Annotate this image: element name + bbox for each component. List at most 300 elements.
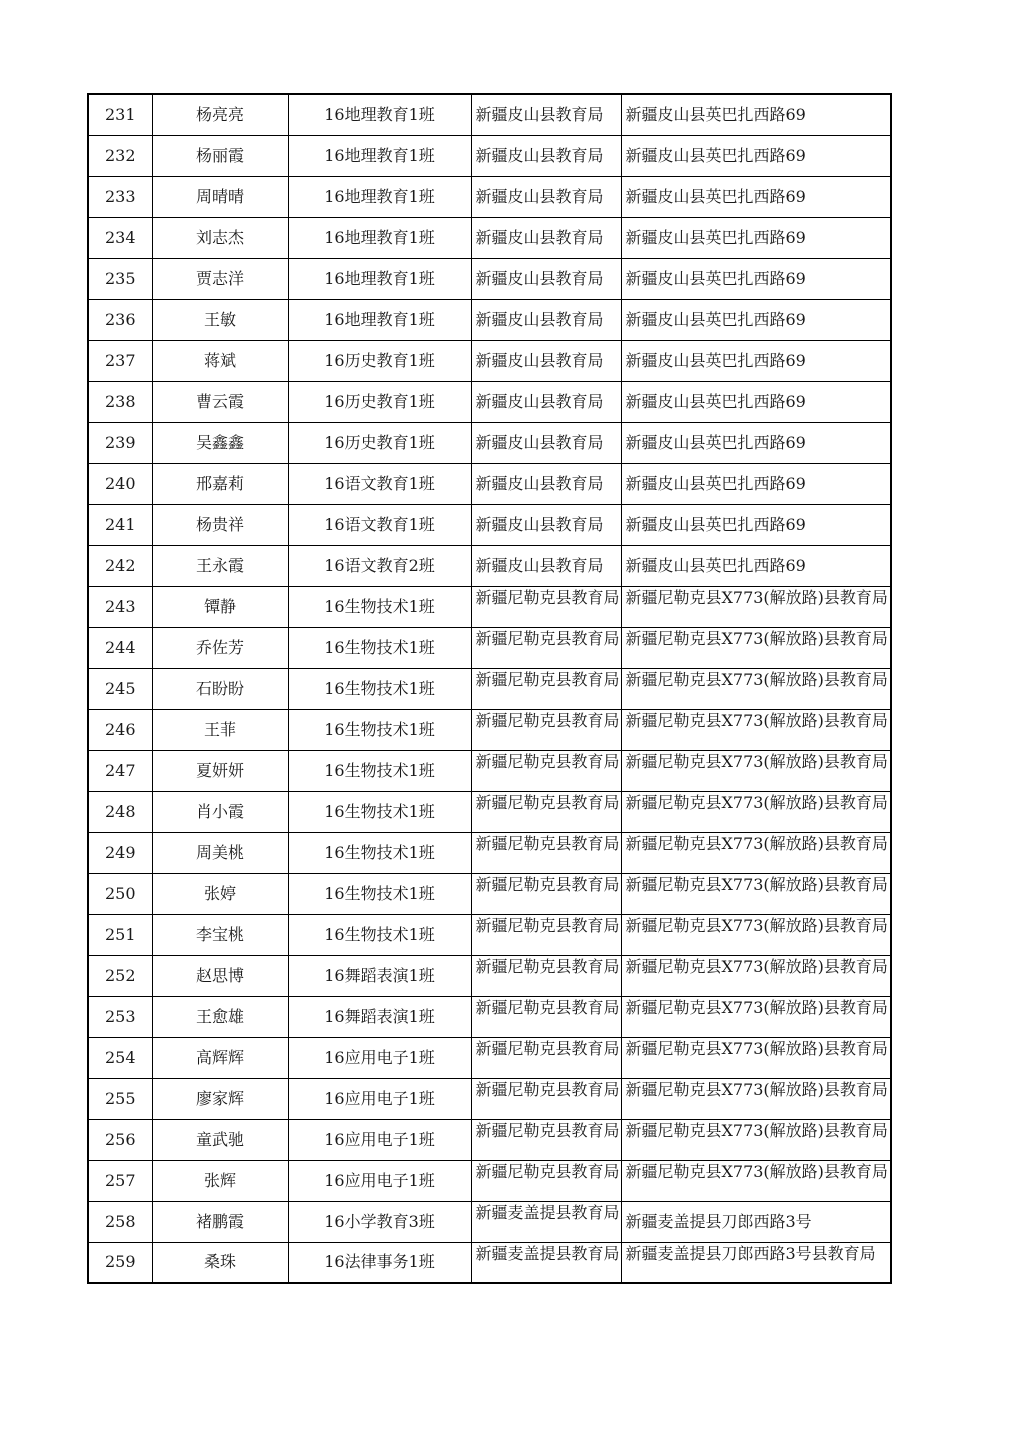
row-number-cell (88, 299, 152, 340)
address-text: 新疆皮山县英巴扎西路69 (625, 555, 806, 575)
class-cell (288, 873, 471, 914)
unit-cell (471, 94, 621, 135)
table-row (88, 1242, 891, 1283)
address-text: 新疆皮山县英巴扎西路69 (625, 514, 806, 534)
address-text: 新疆尼勒克县X773(解放路)县教育局 (625, 874, 888, 894)
row-number-cell (88, 586, 152, 627)
class-text: 16历史教育1班 (324, 391, 435, 411)
unit-cell (471, 299, 621, 340)
unit-text: 新疆麦盖提县教育局 (475, 1243, 620, 1263)
row-number-cell (88, 545, 152, 586)
student-name-text: 王愈雄 (195, 1006, 244, 1026)
row-number-cell (88, 709, 152, 750)
address-cell (621, 709, 891, 750)
row-number-cell (88, 1160, 152, 1201)
unit-cell (471, 504, 621, 545)
student-name-cell (152, 627, 288, 668)
address-cell (621, 1242, 891, 1283)
roster-table (87, 93, 892, 1284)
address-cell (621, 258, 891, 299)
row-number-text: 255 (104, 1088, 136, 1108)
unit-text: 新疆皮山县教育局 (475, 227, 604, 247)
row-number-text: 239 (104, 432, 136, 452)
student-name-cell (152, 955, 288, 996)
student-name-text: 周晴晴 (195, 186, 244, 206)
class-text: 16生物技术1班 (324, 801, 435, 821)
address-text: 新疆皮山县英巴扎西路69 (625, 104, 806, 124)
class-cell (288, 832, 471, 873)
unit-text: 新疆皮山县教育局 (475, 555, 604, 575)
row-number-cell (88, 217, 152, 258)
unit-cell (471, 1201, 621, 1242)
address-text: 新疆皮山县英巴扎西路69 (625, 186, 806, 206)
student-name-cell (152, 504, 288, 545)
table-row (88, 914, 891, 955)
address-cell (621, 750, 891, 791)
table-row (88, 955, 891, 996)
student-name-text: 杨丽霞 (195, 145, 244, 165)
student-name-text: 赵思博 (195, 965, 244, 985)
unit-text: 新疆尼勒克县教育局 (475, 1120, 620, 1140)
class-cell (288, 627, 471, 668)
student-name-cell (152, 1037, 288, 1078)
row-number-cell (88, 176, 152, 217)
address-cell (621, 1201, 891, 1242)
table-row (88, 1037, 891, 1078)
table-row (88, 422, 891, 463)
address-text: 新疆皮山县英巴扎西路69 (625, 227, 806, 247)
class-cell (288, 791, 471, 832)
class-cell (288, 135, 471, 176)
student-name-cell (152, 1201, 288, 1242)
student-name-cell (152, 996, 288, 1037)
address-text: 新疆皮山县英巴扎西路69 (625, 309, 806, 329)
table-row (88, 1201, 891, 1242)
class-text: 16生物技术1班 (324, 637, 435, 657)
address-cell (621, 832, 891, 873)
student-name-cell (152, 340, 288, 381)
student-name-cell (152, 176, 288, 217)
class-text: 16生物技术1班 (324, 842, 435, 862)
unit-cell (471, 914, 621, 955)
unit-text: 新疆皮山县教育局 (475, 391, 604, 411)
row-number-cell (88, 668, 152, 709)
row-number-cell (88, 94, 152, 135)
class-cell (288, 1037, 471, 1078)
class-text: 16地理教育1班 (324, 186, 435, 206)
row-number-text: 235 (104, 268, 136, 288)
student-name-text: 贾志洋 (195, 268, 244, 288)
row-number-cell (88, 422, 152, 463)
class-text: 16生物技术1班 (324, 596, 435, 616)
address-cell (621, 381, 891, 422)
row-number-text: 247 (104, 760, 136, 780)
table-row (88, 996, 891, 1037)
address-cell (621, 1078, 891, 1119)
student-name-cell (152, 463, 288, 504)
class-cell (288, 258, 471, 299)
row-number-text: 248 (104, 801, 136, 821)
unit-text: 新疆尼勒克县教育局 (475, 628, 620, 648)
address-cell (621, 1160, 891, 1201)
table-row (88, 1078, 891, 1119)
row-number-text: 242 (104, 555, 136, 575)
address-text: 新疆麦盖提县刀郎西路3号 (625, 1211, 812, 1231)
table-row (88, 135, 891, 176)
student-name-cell (152, 832, 288, 873)
unit-cell (471, 586, 621, 627)
row-number-text: 254 (104, 1047, 136, 1067)
unit-text: 新疆尼勒克县教育局 (475, 751, 620, 771)
student-name-cell (152, 914, 288, 955)
class-text: 16语文教育2班 (324, 555, 435, 575)
unit-cell (471, 750, 621, 791)
class-cell (288, 1201, 471, 1242)
student-name-text: 夏妍妍 (195, 760, 244, 780)
class-text: 16应用电子1班 (324, 1088, 435, 1108)
class-text: 16地理教育1班 (324, 227, 435, 247)
student-name-text: 桑珠 (203, 1252, 236, 1272)
address-text: 新疆尼勒克县X773(解放路)县教育局 (625, 751, 888, 771)
unit-text: 新疆尼勒克县教育局 (475, 874, 620, 894)
class-text: 16舞蹈表演1班 (324, 1006, 435, 1026)
student-name-text: 李宝桃 (195, 924, 244, 944)
unit-cell (471, 422, 621, 463)
class-cell (288, 1242, 471, 1283)
student-name-cell (152, 750, 288, 791)
unit-cell (471, 1242, 621, 1283)
address-cell (621, 504, 891, 545)
address-text: 新疆尼勒克县X773(解放路)县教育局 (625, 956, 888, 976)
unit-text: 新疆尼勒克县教育局 (475, 1038, 620, 1058)
row-number-text: 245 (104, 678, 136, 698)
student-name-text: 高辉辉 (195, 1047, 244, 1067)
row-number-cell (88, 1037, 152, 1078)
table-row (88, 791, 891, 832)
table-row (88, 1119, 891, 1160)
table-row (88, 832, 891, 873)
row-number-text: 258 (104, 1211, 136, 1231)
unit-text: 新疆麦盖提县教育局 (475, 1202, 620, 1222)
class-text: 16应用电子1班 (324, 1170, 435, 1190)
unit-cell (471, 791, 621, 832)
class-cell (288, 504, 471, 545)
student-name-cell (152, 586, 288, 627)
student-name-text: 镡静 (203, 596, 236, 616)
student-name-text: 杨亮亮 (195, 104, 244, 124)
class-text: 16生物技术1班 (324, 678, 435, 698)
unit-cell (471, 955, 621, 996)
class-text: 16生物技术1班 (324, 719, 435, 739)
class-text: 16语文教育1班 (324, 514, 435, 534)
unit-cell (471, 996, 621, 1037)
address-text: 新疆尼勒克县X773(解放路)县教育局 (625, 1038, 888, 1058)
student-name-text: 张辉 (203, 1170, 236, 1190)
address-cell (621, 955, 891, 996)
unit-cell (471, 668, 621, 709)
class-text: 16法律事务1班 (324, 1252, 435, 1272)
row-number-text: 238 (104, 391, 136, 411)
class-cell (288, 668, 471, 709)
student-name-text: 王敏 (203, 309, 236, 329)
address-text: 新疆皮山县英巴扎西路69 (625, 268, 806, 288)
table-row (88, 750, 891, 791)
row-number-cell (88, 832, 152, 873)
unit-cell (471, 176, 621, 217)
class-text: 16历史教育1班 (324, 350, 435, 370)
unit-text: 新疆皮山县教育局 (475, 268, 604, 288)
address-text: 新疆皮山县英巴扎西路69 (625, 473, 806, 493)
address-cell (621, 586, 891, 627)
address-cell (621, 668, 891, 709)
class-text: 16舞蹈表演1班 (324, 965, 435, 985)
unit-text: 新疆尼勒克县教育局 (475, 669, 620, 689)
unit-text: 新疆尼勒克县教育局 (475, 1079, 620, 1099)
table-row (88, 340, 891, 381)
class-cell (288, 996, 471, 1037)
row-number-text: 253 (104, 1006, 136, 1026)
unit-text: 新疆尼勒克县教育局 (475, 710, 620, 730)
unit-cell (471, 832, 621, 873)
student-name-text: 乔佐芳 (195, 637, 244, 657)
student-name-text: 童武驰 (195, 1129, 244, 1149)
student-name-cell (152, 258, 288, 299)
address-cell (621, 422, 891, 463)
unit-cell (471, 340, 621, 381)
row-number-text: 252 (104, 965, 136, 985)
class-cell (288, 1119, 471, 1160)
row-number-text: 231 (104, 104, 136, 124)
address-text: 新疆尼勒克县X773(解放路)县教育局 (625, 833, 888, 853)
address-cell (621, 176, 891, 217)
row-number-text: 236 (104, 309, 136, 329)
class-text: 16语文教育1班 (324, 473, 435, 493)
class-cell (288, 545, 471, 586)
unit-cell (471, 627, 621, 668)
unit-text: 新疆尼勒克县教育局 (475, 956, 620, 976)
row-number-text: 233 (104, 186, 136, 206)
address-text: 新疆麦盖提县刀郎西路3号县教育局 (625, 1243, 876, 1263)
address-text: 新疆尼勒克县X773(解放路)县教育局 (625, 997, 888, 1017)
student-name-cell (152, 1119, 288, 1160)
unit-text: 新疆皮山县教育局 (475, 309, 604, 329)
address-text: 新疆皮山县英巴扎西路69 (625, 391, 806, 411)
address-cell (621, 217, 891, 258)
row-number-cell (88, 1201, 152, 1242)
class-cell (288, 1160, 471, 1201)
class-text: 16生物技术1班 (324, 924, 435, 944)
class-text: 16地理教育1班 (324, 104, 435, 124)
table-row (88, 258, 891, 299)
class-cell (288, 422, 471, 463)
address-cell (621, 463, 891, 504)
address-cell (621, 873, 891, 914)
class-cell (288, 463, 471, 504)
row-number-text: 249 (104, 842, 136, 862)
row-number-text: 246 (104, 719, 136, 739)
row-number-text: 251 (104, 924, 136, 944)
unit-cell (471, 1078, 621, 1119)
address-text: 新疆尼勒克县X773(解放路)县教育局 (625, 669, 888, 689)
class-cell (288, 176, 471, 217)
row-number-text: 237 (104, 350, 136, 370)
class-text: 16应用电子1班 (324, 1047, 435, 1067)
address-cell (621, 340, 891, 381)
address-text: 新疆尼勒克县X773(解放路)县教育局 (625, 587, 888, 607)
address-cell (621, 996, 891, 1037)
class-text: 16地理教育1班 (324, 268, 435, 288)
unit-text: 新疆尼勒克县教育局 (475, 997, 620, 1017)
class-cell (288, 340, 471, 381)
student-name-text: 邢嘉莉 (195, 473, 244, 493)
class-cell (288, 750, 471, 791)
address-text: 新疆尼勒克县X773(解放路)县教育局 (625, 792, 888, 812)
student-name-text: 杨贵祥 (195, 514, 244, 534)
class-text: 16小学教育3班 (324, 1211, 435, 1231)
table-row (88, 381, 891, 422)
class-text: 16地理教育1班 (324, 309, 435, 329)
row-number-text: 250 (104, 883, 136, 903)
roster-body (88, 94, 891, 1283)
row-number-cell (88, 955, 152, 996)
class-text: 16生物技术1班 (324, 883, 435, 903)
address-cell (621, 94, 891, 135)
student-name-cell (152, 217, 288, 258)
student-name-text: 廖家辉 (195, 1088, 244, 1108)
student-name-text: 曹云霞 (195, 391, 244, 411)
unit-cell (471, 217, 621, 258)
class-text: 16历史教育1班 (324, 432, 435, 452)
unit-cell (471, 1119, 621, 1160)
address-cell (621, 1119, 891, 1160)
row-number-cell (88, 996, 152, 1037)
student-name-text: 王永霞 (195, 555, 244, 575)
address-text: 新疆尼勒克县X773(解放路)县教育局 (625, 628, 888, 648)
address-text: 新疆尼勒克县X773(解放路)县教育局 (625, 710, 888, 730)
table-row (88, 545, 891, 586)
unit-cell (471, 258, 621, 299)
row-number-text: 232 (104, 145, 136, 165)
address-text: 新疆尼勒克县X773(解放路)县教育局 (625, 1120, 888, 1140)
unit-text: 新疆皮山县教育局 (475, 186, 604, 206)
unit-text: 新疆尼勒克县教育局 (475, 792, 620, 812)
student-name-text: 张婷 (203, 883, 236, 903)
row-number-cell (88, 258, 152, 299)
class-cell (288, 1078, 471, 1119)
class-cell (288, 709, 471, 750)
row-number-text: 243 (104, 596, 136, 616)
student-name-cell (152, 1160, 288, 1201)
class-cell (288, 94, 471, 135)
row-number-text: 234 (104, 227, 136, 247)
student-name-text: 肖小霞 (195, 801, 244, 821)
address-cell (621, 299, 891, 340)
student-name-text: 刘志杰 (195, 227, 244, 247)
unit-text: 新疆皮山县教育局 (475, 350, 604, 370)
address-text: 新疆皮山县英巴扎西路69 (625, 432, 806, 452)
table-row (88, 217, 891, 258)
unit-cell (471, 709, 621, 750)
row-number-cell (88, 340, 152, 381)
class-cell (288, 586, 471, 627)
row-number-cell (88, 504, 152, 545)
row-number-text: 257 (104, 1170, 136, 1190)
table-row (88, 1160, 891, 1201)
student-name-text: 吴鑫鑫 (195, 432, 244, 452)
address-cell (621, 545, 891, 586)
address-text: 新疆皮山县英巴扎西路69 (625, 350, 806, 370)
row-number-cell (88, 1242, 152, 1283)
unit-text: 新疆尼勒克县教育局 (475, 587, 620, 607)
row-number-cell (88, 135, 152, 176)
student-name-cell (152, 1242, 288, 1283)
student-name-cell (152, 873, 288, 914)
unit-text: 新疆尼勒克县教育局 (475, 915, 620, 935)
student-name-cell (152, 668, 288, 709)
row-number-text: 241 (104, 514, 136, 534)
row-number-cell (88, 1078, 152, 1119)
student-name-cell (152, 791, 288, 832)
student-name-text: 王菲 (203, 719, 236, 739)
row-number-cell (88, 1119, 152, 1160)
unit-cell (471, 381, 621, 422)
class-text: 16地理教育1班 (324, 145, 435, 165)
table-row (88, 463, 891, 504)
row-number-cell (88, 750, 152, 791)
class-cell (288, 914, 471, 955)
unit-cell (471, 135, 621, 176)
class-text: 16生物技术1班 (324, 760, 435, 780)
address-cell (621, 135, 891, 176)
table-row (88, 94, 891, 135)
unit-cell (471, 1160, 621, 1201)
address-text: 新疆尼勒克县X773(解放路)县教育局 (625, 1161, 888, 1181)
unit-text: 新疆尼勒克县教育局 (475, 1161, 620, 1181)
student-name-text: 石盼盼 (195, 678, 244, 698)
student-name-text: 周美桃 (195, 842, 244, 862)
student-name-cell (152, 422, 288, 463)
unit-text: 新疆皮山县教育局 (475, 145, 604, 165)
address-cell (621, 914, 891, 955)
unit-cell (471, 1037, 621, 1078)
class-cell (288, 955, 471, 996)
class-text: 16应用电子1班 (324, 1129, 435, 1149)
class-cell (288, 217, 471, 258)
student-name-cell (152, 381, 288, 422)
class-cell (288, 381, 471, 422)
row-number-cell (88, 791, 152, 832)
row-number-text: 240 (104, 473, 136, 493)
address-text: 新疆皮山县英巴扎西路69 (625, 145, 806, 165)
unit-text: 新疆皮山县教育局 (475, 432, 604, 452)
row-number-text: 256 (104, 1129, 136, 1149)
class-cell (288, 299, 471, 340)
student-name-cell (152, 94, 288, 135)
unit-cell (471, 873, 621, 914)
address-text: 新疆尼勒克县X773(解放路)县教育局 (625, 1079, 888, 1099)
student-name-text: 褚鹏霞 (195, 1211, 244, 1231)
address-cell (621, 1037, 891, 1078)
student-name-text: 蒋斌 (203, 350, 236, 370)
unit-text: 新疆皮山县教育局 (475, 104, 604, 124)
address-cell (621, 791, 891, 832)
row-number-text: 259 (104, 1252, 136, 1272)
unit-cell (471, 545, 621, 586)
unit-text: 新疆尼勒克县教育局 (475, 833, 620, 853)
row-number-cell (88, 627, 152, 668)
row-number-cell (88, 914, 152, 955)
unit-text: 新疆皮山县教育局 (475, 514, 604, 534)
